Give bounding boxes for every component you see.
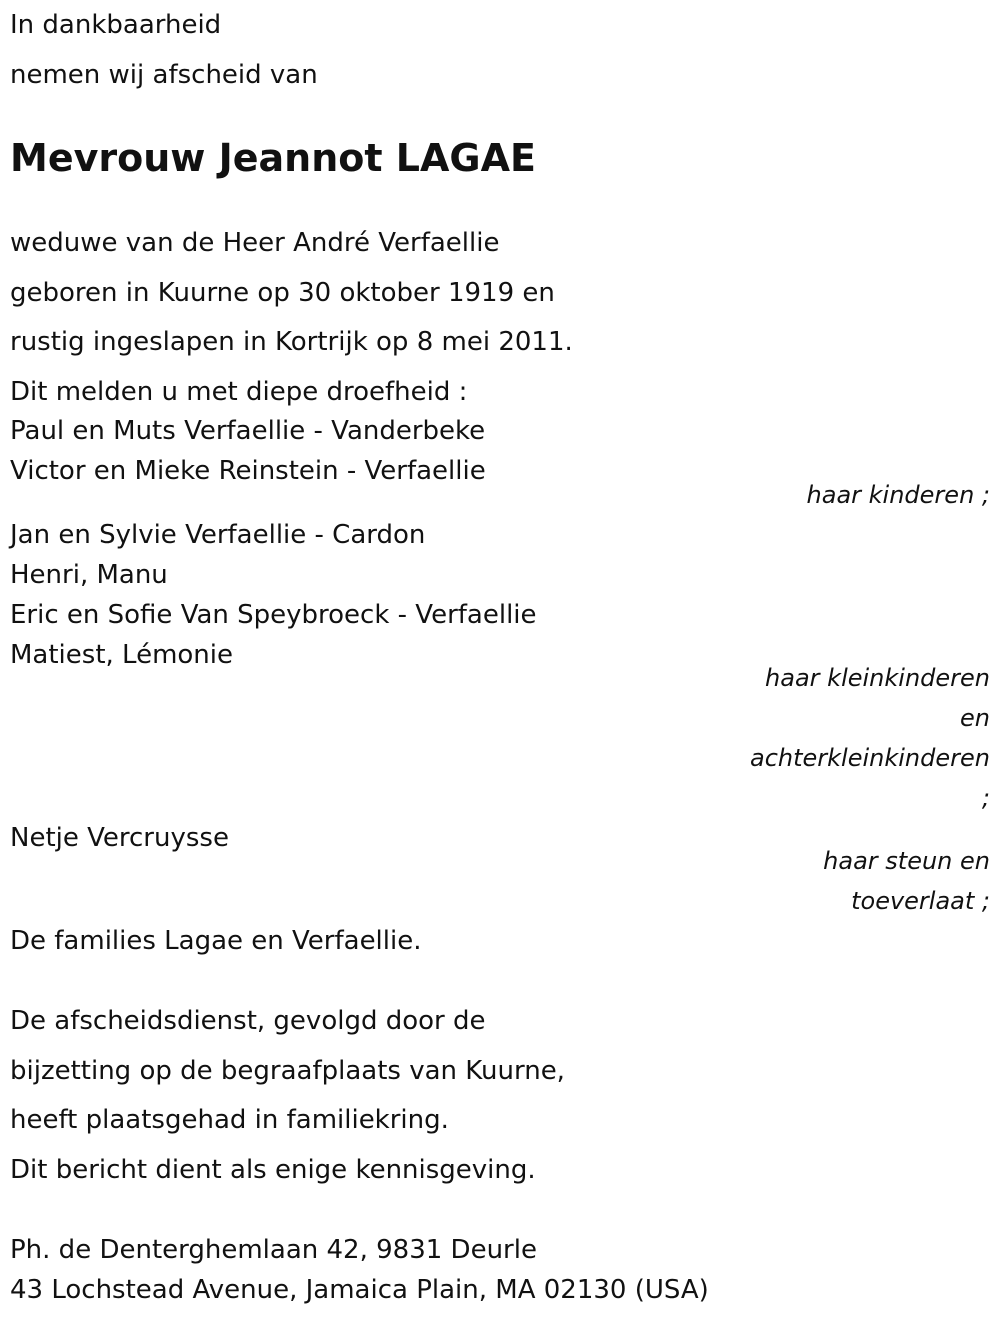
child-name-2: Victor en Mieke Reinstein - Verfaellie — [10, 456, 486, 486]
grandchild-name-3: Eric en Sofie Van Speybroeck - Verfaellie — [10, 600, 537, 630]
details-widow: weduwe van de Heer André Verfaellie — [10, 228, 500, 258]
grandchildren-relation-line-1: haar kleinkinderen — [765, 664, 990, 692]
intro-line-2: nemen wij afscheid van — [10, 60, 318, 90]
details-born: geboren in Kuurne op 30 oktober 1919 en — [10, 278, 555, 308]
support-relation-line-1: haar steun en — [823, 847, 990, 875]
support-relation-line-2: toeverlaat ; — [851, 887, 990, 915]
service-line-1: De afscheidsdienst, gevolgd door de — [10, 1006, 486, 1036]
grandchild-name-2: Henri, Manu — [10, 560, 168, 590]
deceased-name: Mevrouw Jeannot LAGAE — [10, 136, 536, 180]
grandchildren-relation-line-2: en — [960, 704, 990, 732]
grandchildren-relation-line-3: achterkleinkinderen — [750, 744, 990, 772]
grandchildren-relation-line-4: ; — [981, 784, 990, 812]
families-line: De families Lagae en Verfaellie. — [10, 926, 422, 956]
details-died: rustig ingeslapen in Kortrijk op 8 mei 2011. — [10, 327, 573, 357]
children-relation: haar kinderen ; — [806, 481, 990, 509]
child-name-1: Paul en Muts Verfaellie - Vanderbeke — [10, 416, 486, 446]
grandchild-name-4: Matiest, Lémonie — [10, 640, 234, 670]
intro-line-1: In dankbaarheid — [10, 10, 222, 40]
service-line-3: heeft plaatsgehad in familiekring. — [10, 1105, 449, 1135]
support-name: Netje Vercruysse — [10, 823, 229, 853]
service-line-4: Dit bericht dient als enige kennisgeving. — [10, 1155, 536, 1185]
address-line-2: 43 Lochstead Avenue, Jamaica Plain, MA 02130 (USA) — [10, 1275, 709, 1305]
announcement-line: Dit melden u met diepe droefheid : — [10, 377, 468, 407]
service-line-2: bijzetting op de begraafplaats van Kuurne, — [10, 1056, 565, 1086]
address-line-1: Ph. de Denterghemlaan 42, 9831 Deurle — [10, 1235, 537, 1265]
grandchild-name-1: Jan en Sylvie Verfaellie - Cardon — [10, 520, 426, 550]
